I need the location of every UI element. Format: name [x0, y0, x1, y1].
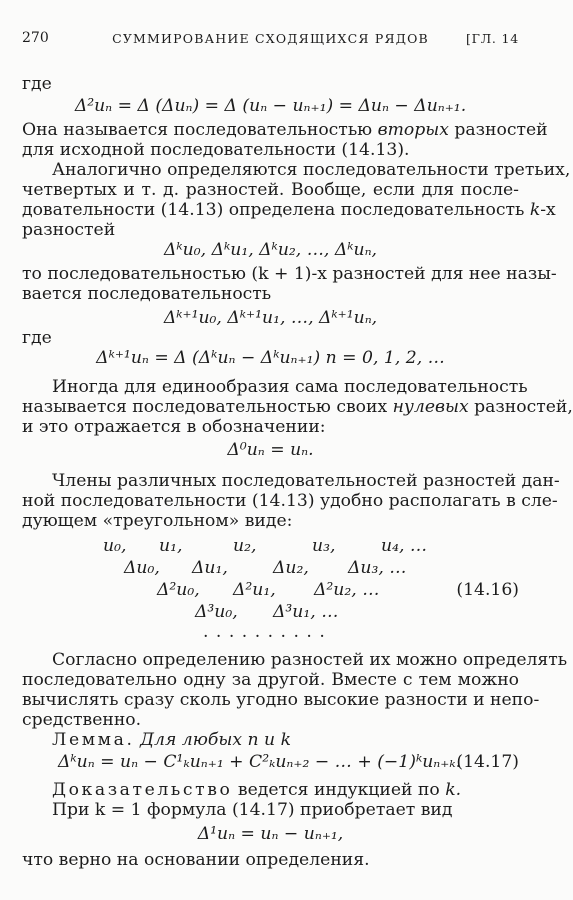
triangle-ellipsis: . . . . . . . . . .	[203, 622, 326, 642]
formula-zero-difference: Δ⁰uₙ = uₙ.	[227, 440, 314, 460]
triangle-term: u₂,	[233, 536, 257, 556]
text-line: довательности (14.13) определена последовательность k-х	[22, 200, 556, 220]
triangle-term: Δ²u₀,	[157, 580, 200, 600]
triangle-term: Δ²u₁,	[233, 580, 276, 600]
emphasis: нулевых	[392, 397, 469, 417]
text-line: разностей	[22, 220, 116, 240]
text-line: где	[22, 328, 52, 348]
formula-kth-differences: Δᵏu₀, Δᵏu₁, Δᵏu₂, …, Δᵏuₙ,	[164, 240, 377, 260]
running-title: СУММИРОВАНИЕ СХОДЯЩИХСЯ РЯДОВ	[112, 31, 429, 46]
triangle-term: Δ³u₁, …	[273, 602, 339, 622]
paragraph-start: Согласно определению разностей их можно определять	[52, 650, 568, 670]
triangle-term: u₃,	[312, 536, 336, 556]
triangle-term: u₀,	[103, 536, 127, 556]
formula-lemma: Δᵏuₙ = uₙ − C¹ₖuₙ₊₁ + C²ₖuₙ₊₂ − … + (−1)ᵏuₙ₊ₖ.	[58, 752, 462, 772]
text-line: Она называется последовательностью вторых разностей	[22, 120, 548, 140]
text-line: дующем «треугольном» виде:	[22, 511, 293, 531]
triangle-term: Δu₃, …	[348, 558, 407, 578]
triangle-term: u₁,	[159, 536, 183, 556]
triangle-term: u₄, …	[381, 536, 428, 556]
triangle-term: Δ²u₂, …	[314, 580, 380, 600]
equation-number: (14.16)	[456, 580, 519, 600]
proof-start: Доказательство ведется индукцией по k.	[52, 780, 462, 800]
text-line: где	[22, 74, 52, 94]
running-header	[22, 30, 519, 52]
text-line: что верно на основании определения.	[22, 850, 370, 870]
text-line: то последовательностью (k + 1)-х разностей для нее назы-	[22, 264, 557, 284]
text-line: вычислять сразу сколь угодно высокие разности и непо-	[22, 690, 540, 710]
text-line: ной последовательности (14.13) удобно располагать в сле-	[22, 491, 558, 511]
equation-number: (14.17)	[456, 752, 519, 772]
text-line: последовательно одну за другой. Вместе с тем можно	[22, 670, 519, 690]
lemma-label: Лемма.	[52, 730, 135, 750]
triangle-term: Δu₁,	[192, 558, 228, 578]
triangle-term: Δ³u₀,	[195, 602, 238, 622]
paragraph-start: Аналогично определяются последовательности третьих,	[52, 160, 571, 180]
formula-first-difference: Δ¹uₙ = uₙ − uₙ₊₁,	[197, 824, 344, 844]
text-line: вается последовательность	[22, 284, 272, 304]
text-line: и это отражается в обозначении:	[22, 417, 326, 437]
paragraph-start: Иногда для единообразия сама последовательность	[52, 377, 528, 397]
text-line: четвертых и т. д. разностей. Вообще, если для после-	[22, 180, 519, 200]
text-line: называется последовательностью своих нулевых разностей,	[22, 397, 573, 417]
page-number: 270	[22, 30, 49, 46]
formula-second-difference: Δ²uₙ = Δ (Δuₙ) = Δ (uₙ − uₙ₊₁) = Δuₙ − Δuₙ₊₁.	[74, 96, 467, 116]
paragraph-start: Члены различных последовательностей разностей дан-	[52, 471, 560, 491]
text-line: для исходной последовательности (14.13).	[22, 140, 410, 160]
proof-label: Доказательство	[52, 780, 233, 800]
triangle-term: Δu₀,	[124, 558, 160, 578]
chapter-label: [ГЛ. 14	[465, 31, 519, 46]
lemma-statement: Лемма. Для любых n и k	[52, 730, 291, 750]
triangle-term: Δu₂,	[273, 558, 309, 578]
text-line: средственно.	[22, 710, 142, 730]
formula-recursive-definition: Δᵏ⁺¹uₙ = Δ (Δᵏuₙ − Δᵏuₙ₊₁) n = 0, 1, 2, …	[96, 348, 445, 368]
formula-k1-differences: Δᵏ⁺¹u₀, Δᵏ⁺¹u₁, …, Δᵏ⁺¹uₙ,	[163, 308, 378, 328]
emphasis: вторых	[377, 120, 449, 140]
text-line: При k = 1 формула (14.17) приобретает вид	[52, 800, 453, 820]
